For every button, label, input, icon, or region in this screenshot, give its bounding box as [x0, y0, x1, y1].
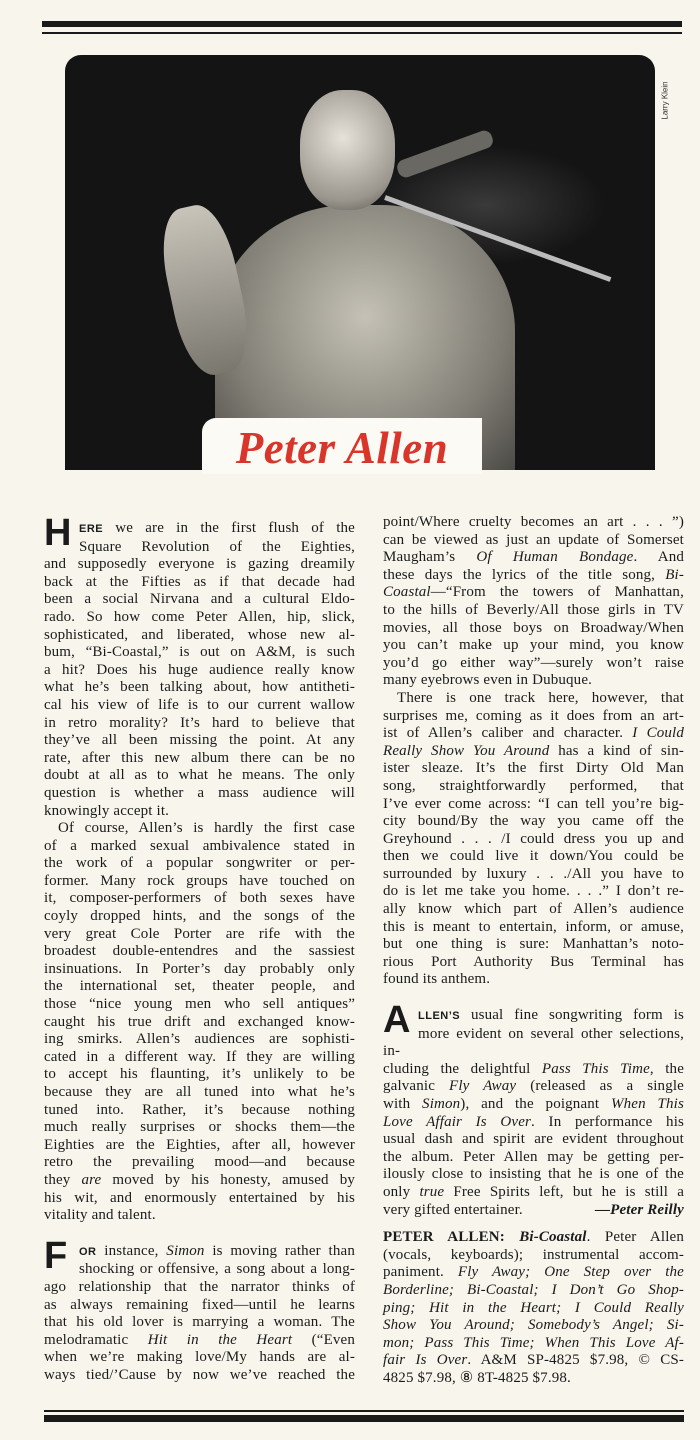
text-line [44, 1049, 355, 1067]
text-run: usual fine songwriting form is [460, 1007, 684, 1024]
text-run: the album. Peter Allen may be getting per- [383, 1148, 684, 1165]
text-run: rado. So how come Peter Allen, hip, slick, [44, 608, 355, 625]
text-run: to accept his flaunting, it’s unlikely to be [44, 1066, 355, 1083]
italic-title: Simon [422, 1096, 461, 1112]
text-run: tuned into. Rather, it’s because nothing [44, 1101, 355, 1118]
text-line [383, 831, 684, 849]
text-line [44, 1172, 355, 1190]
text-line [44, 1367, 355, 1385]
drop-cap-box [383, 999, 415, 1042]
text-run: paniment. [383, 1264, 458, 1281]
text-run: moved by his honesty, amused by [101, 1171, 355, 1188]
text-line [383, 1370, 684, 1388]
text-line [44, 591, 355, 609]
text-line [383, 760, 684, 778]
text-run: surprises me, coming as it does from an art- [383, 707, 684, 724]
text-line [383, 1202, 684, 1220]
text-run: 4825 $7.98, ⑧ 8T-4825 $7.98. [383, 1369, 571, 1386]
text-line [383, 708, 684, 726]
text-run: a hit? Does his huge audience really know [44, 661, 355, 678]
text-line [383, 778, 684, 796]
text-run: song, straightforwardly performed, that [383, 777, 684, 794]
left-column [44, 512, 355, 1385]
top-rule-thick [42, 21, 682, 27]
text-line [44, 996, 355, 1014]
text-line [383, 1026, 684, 1061]
text-line [44, 520, 355, 539]
text-line [383, 1335, 684, 1353]
text-run: ist of Allen’s caliber and character. [383, 725, 633, 742]
text-run: Maugham’s [383, 549, 477, 566]
text-line [383, 883, 684, 901]
text-run: surrounded by luxury . . ./All you have to [383, 865, 684, 882]
text-run: coyly dropped hints, and the songs of the [44, 908, 355, 925]
text-line [44, 1066, 355, 1084]
text-run: the international set, theater people, and [44, 978, 355, 995]
paragraph [44, 1234, 355, 1385]
article-title: Peter Allen [235, 423, 449, 473]
italic-title: Fly Away [449, 1078, 517, 1095]
text-line [44, 732, 355, 750]
text-line [44, 1119, 355, 1137]
text-line [383, 1247, 684, 1265]
text-run: in retro morality? It’s hard to believe that [44, 714, 355, 731]
text-line [383, 725, 684, 743]
text-line [44, 627, 355, 645]
text-run: vitality and talent. [44, 1207, 156, 1224]
text-line [383, 1282, 684, 1300]
text-run: what he’s been talking about, how antitheti- [44, 679, 355, 696]
text-run: knowingly accept it. [44, 802, 170, 819]
top-rule-thin [42, 32, 682, 34]
text-run: to the hills of Beverly/All those girls in TV [383, 601, 684, 618]
text-line [44, 838, 355, 856]
text-line [383, 672, 684, 690]
photo-guitar-neck [395, 128, 495, 179]
paragraph [383, 1229, 684, 1387]
small-caps-lead: LLEN’S [418, 1010, 461, 1023]
text-run: they [44, 1171, 82, 1188]
text-run: has a kind of sin- [549, 742, 684, 759]
photo-head [300, 90, 395, 210]
italic-title: mon; Pass This Time; When This Love Af- [383, 1334, 684, 1351]
text-run: very gifted entertainer. [383, 1201, 523, 1218]
text-run: galvanic [383, 1078, 449, 1095]
italic-title: Borderline; Bi-Coastal; I Don’t Go Shop- [383, 1281, 684, 1298]
text-line [383, 602, 684, 620]
text-line [44, 1297, 355, 1315]
text-line [44, 697, 355, 715]
text-run: rate, after this new album there can be no [44, 749, 355, 766]
text-line [44, 855, 355, 873]
text-line [44, 873, 355, 891]
text-run: this is meant to entertain, inform, or amuse, [383, 918, 684, 935]
text-run: ways tied/’Cause by now we’ve reached the [44, 1366, 355, 1383]
text-run: There is one track here, however, that [397, 689, 684, 706]
text-line [44, 1190, 355, 1208]
text-run: do is let me take you home. . . .” I don’t re- [383, 883, 684, 900]
text-line [44, 1279, 355, 1297]
text-line [44, 943, 355, 961]
text-run: been a social Nirvana and a cultural Eldo- [44, 591, 355, 608]
text-run: cated in a different way. If they are willing [44, 1048, 355, 1065]
text-line [44, 1243, 355, 1262]
text-run: of a marked sexual ambivalence stated in [44, 837, 355, 854]
text-line [383, 1264, 684, 1282]
text-line [383, 1229, 684, 1247]
text-run: bum, “Bi-Coastal,” is out on A&M, is such [44, 644, 355, 661]
italic-title: Simon [166, 1242, 205, 1259]
text-line [383, 936, 684, 954]
text-run: insinuations. In Porter’s day probably only [44, 960, 355, 977]
italic-title: Hit in the Heart [147, 1331, 293, 1348]
text-run: Of course, Allen’s is hardly the first case [58, 820, 355, 837]
paragraph [383, 514, 684, 690]
text-line [44, 609, 355, 627]
paragraph [44, 820, 355, 1225]
italic-title: Pass This Time [541, 1060, 650, 1077]
text-run: as always remaining fixed—until he learns [44, 1296, 355, 1313]
text-run: can be viewed as just an update of Somerset [383, 531, 684, 548]
text-run: , the [649, 1060, 684, 1077]
text-line [383, 971, 684, 989]
text-run: ago relationship that the narrator thinks of [44, 1278, 355, 1295]
text-line [44, 679, 355, 697]
text-run: cluding the delightful [383, 1060, 542, 1077]
text-line [44, 767, 355, 785]
right-column [383, 514, 684, 1388]
text-line [383, 567, 684, 585]
text-run: . And [633, 549, 685, 566]
text-run: sophisticated, and liberated, whose new al- [44, 626, 355, 643]
text-line [383, 954, 684, 972]
text-line [44, 1349, 355, 1367]
text-line [383, 866, 684, 884]
text-run: Square Revolution of the Eighties, [79, 538, 355, 555]
text-line [44, 1332, 355, 1350]
italic-title: Show You Around; Somebody’s Angel; Si- [383, 1317, 684, 1334]
text-run: because they are all tuned into what he’s [44, 1084, 355, 1100]
text-run: only [383, 1183, 420, 1200]
text-line [383, 620, 684, 638]
drop-cap: A [383, 999, 411, 1042]
text-line [383, 1061, 684, 1079]
text-run: his wit, and enormously entertained by his [44, 1189, 355, 1206]
italic-title: Fly Away; One Step over the [457, 1264, 684, 1281]
text-run: many eyebrows even in Dubuque. [383, 672, 593, 689]
text-line [44, 1154, 355, 1172]
text-run: found its anthem. [383, 971, 491, 988]
italic-title: true [419, 1183, 445, 1200]
title-box [202, 418, 482, 474]
text-run: movies, all those boys on Broadway/When [383, 619, 684, 636]
album-title: Bi-Coastal [519, 1229, 587, 1246]
text-line [383, 919, 684, 937]
text-line [44, 1014, 355, 1032]
drop-cap-box [44, 1234, 76, 1278]
text-line [383, 813, 684, 831]
drop-cap-box [44, 512, 76, 555]
text-run: we are in the first flush of the [103, 520, 355, 536]
text-line [383, 549, 684, 567]
text-line [383, 1317, 684, 1335]
text-line [383, 690, 684, 708]
text-line [383, 1007, 684, 1026]
text-line [383, 1300, 684, 1318]
text-line [44, 978, 355, 996]
text-run: doubt at all as to what he means. The only [44, 767, 355, 784]
text-line [383, 655, 684, 673]
text-line [44, 926, 355, 944]
text-line [44, 785, 355, 803]
text-run: more evident on several other selections, in- [383, 1025, 684, 1060]
text-line [44, 644, 355, 662]
text-line [383, 514, 684, 532]
italic-title: ping; Hit in the Heart; I Could Really [383, 1299, 684, 1316]
text-run: broadest double-entendres and the sassiest [44, 943, 355, 960]
text-line [383, 1352, 684, 1370]
text-line [44, 750, 355, 768]
text-run: melodramatic [44, 1331, 148, 1348]
text-run: rious Port Authority Bus Terminal has [383, 953, 684, 970]
text-run: ilously close to insisting that he is one of the [383, 1166, 684, 1183]
italic-title: Really Show You Around [383, 742, 550, 759]
text-run: those “nice young men who sell antiques” [44, 996, 355, 1013]
paragraph [44, 512, 355, 820]
italic-title: Bi- [665, 566, 684, 583]
text-line [383, 901, 684, 919]
text-line-body [383, 1202, 523, 1220]
italic-title: Coastal [383, 584, 431, 601]
text-run: shocking or offensive, a song about a long- [79, 1261, 355, 1278]
text-run: point/Where cruelty becomes an art . . . ”) [383, 514, 684, 530]
bottom-rule-thick [44, 1415, 684, 1422]
italic-title: are [81, 1171, 102, 1188]
paragraph [383, 999, 684, 1219]
text-run: Free Spirits left, but he is still a [444, 1183, 684, 1200]
text-run: I’ve ever come across: “I can tell you’re big- [383, 795, 684, 812]
text-line [383, 1078, 684, 1096]
bottom-rule-thin [44, 1410, 684, 1412]
italic-title: Of Human Bondage [476, 549, 634, 566]
text-run: that his old lover is marrying a woman. The [44, 1314, 355, 1331]
text-run: much really surprises or shocks them—the [44, 1119, 355, 1136]
text-run: (released as a single [516, 1078, 684, 1095]
text-line [383, 1114, 684, 1132]
text-line [383, 848, 684, 866]
text-run: they’ve all been missing the point. At any [44, 732, 355, 749]
text-line [383, 1184, 684, 1202]
text-run: . A&M SP-4825 $7.98, © CS- [467, 1352, 684, 1369]
text-run: ), and the poignant [460, 1096, 612, 1112]
text-run: you’d go either way”—surely won’t raise [383, 654, 684, 671]
text-run: (“Even [292, 1331, 355, 1348]
text-line [383, 743, 684, 761]
text-run: back at the Fifties as if that decade had [44, 573, 355, 590]
italic-title: fair Is Over [383, 1352, 468, 1369]
text-run: . In performance his [531, 1113, 684, 1130]
text-line [383, 1166, 684, 1184]
paragraph [383, 690, 684, 989]
text-line [383, 796, 684, 814]
text-line [44, 1261, 355, 1279]
text-run: Eighties are the Eighties, after all, however [44, 1136, 355, 1153]
text-run: former. Many rock groups have touched on [44, 872, 355, 889]
italic-title: Love Affair Is Over [383, 1113, 532, 1130]
text-line [44, 662, 355, 680]
text-run: —“From the towers of Manhattan, [430, 584, 684, 601]
text-line [44, 715, 355, 733]
text-line [383, 637, 684, 655]
drop-cap: F [44, 1234, 68, 1277]
text-line [44, 574, 355, 592]
text-line [44, 1031, 355, 1049]
text-line [44, 1207, 355, 1225]
small-caps-lead: OR [79, 1245, 97, 1258]
text-run: ing smirks. Allen’s audiences are sophisti- [44, 1031, 355, 1048]
text-run: usual dash and spirit are evident throughout [383, 1131, 684, 1148]
text-line [44, 1137, 355, 1155]
text-run: . Peter Allen [586, 1229, 684, 1246]
italic-title: I Could [632, 725, 685, 742]
text-run: (vocals, keyboards); instrumental accom- [383, 1246, 684, 1263]
text-run: and supposedly everyone is gazing dreamily [44, 556, 355, 573]
text-line [44, 908, 355, 926]
text-run: cal his view of life is to our current wallow [44, 696, 355, 713]
small-caps-lead: ERE [79, 523, 104, 535]
text-run: these days the lyrics of the title song, [383, 566, 666, 583]
reviewer-signature: —Peter Reilly [594, 1201, 684, 1218]
text-line [44, 539, 355, 557]
text-run: you can’t make up your mind, you know [383, 637, 684, 654]
text-line [44, 1084, 355, 1102]
text-run: it, composer-performers of both sexes have [44, 890, 355, 907]
text-line [44, 890, 355, 908]
text-run: question is whether a mass audience will [44, 784, 355, 801]
text-line [383, 532, 684, 550]
text-line [383, 1131, 684, 1149]
drop-cap: H [44, 512, 72, 554]
text-run: the work of a popular songwriter or per- [44, 855, 355, 872]
text-line [383, 1096, 684, 1114]
text-run: is moving rather than [204, 1242, 355, 1259]
text-run: very great Cole Porter are rife with the [44, 925, 355, 942]
text-run: when we’re making love/My hands are al- [44, 1349, 355, 1366]
text-run: then we could live it down/You could be [383, 848, 684, 865]
text-run: caught his true drift and exchanged know- [44, 1013, 355, 1030]
text-line [44, 1102, 355, 1120]
text-run: retro the prevailing mood—and because [44, 1154, 355, 1171]
italic-title: When This [611, 1096, 684, 1112]
text-line [44, 820, 355, 838]
text-line [383, 1149, 684, 1167]
text-run: but one thing is sure: Manhattan’s noto- [383, 936, 684, 953]
text-run: city bound/By the way you came off the [383, 813, 684, 830]
artist-label: PETER ALLEN: [383, 1229, 520, 1246]
text-line [383, 584, 684, 602]
text-line [44, 556, 355, 574]
text-line [44, 961, 355, 979]
text-line [44, 1314, 355, 1332]
text-run: Greyhound . . . /I could dress you up and [383, 830, 684, 847]
photo-credit: Larry Klein [660, 81, 670, 120]
text-run: ister sleaze. It’s the first Dirty Old Man [383, 760, 684, 777]
text-run: with [383, 1096, 423, 1112]
photo-peter-allen-performing [65, 55, 655, 470]
text-run: instance, [96, 1242, 167, 1259]
text-line [44, 803, 355, 821]
text-run: ally know which part of Allen’s audience [383, 901, 684, 918]
